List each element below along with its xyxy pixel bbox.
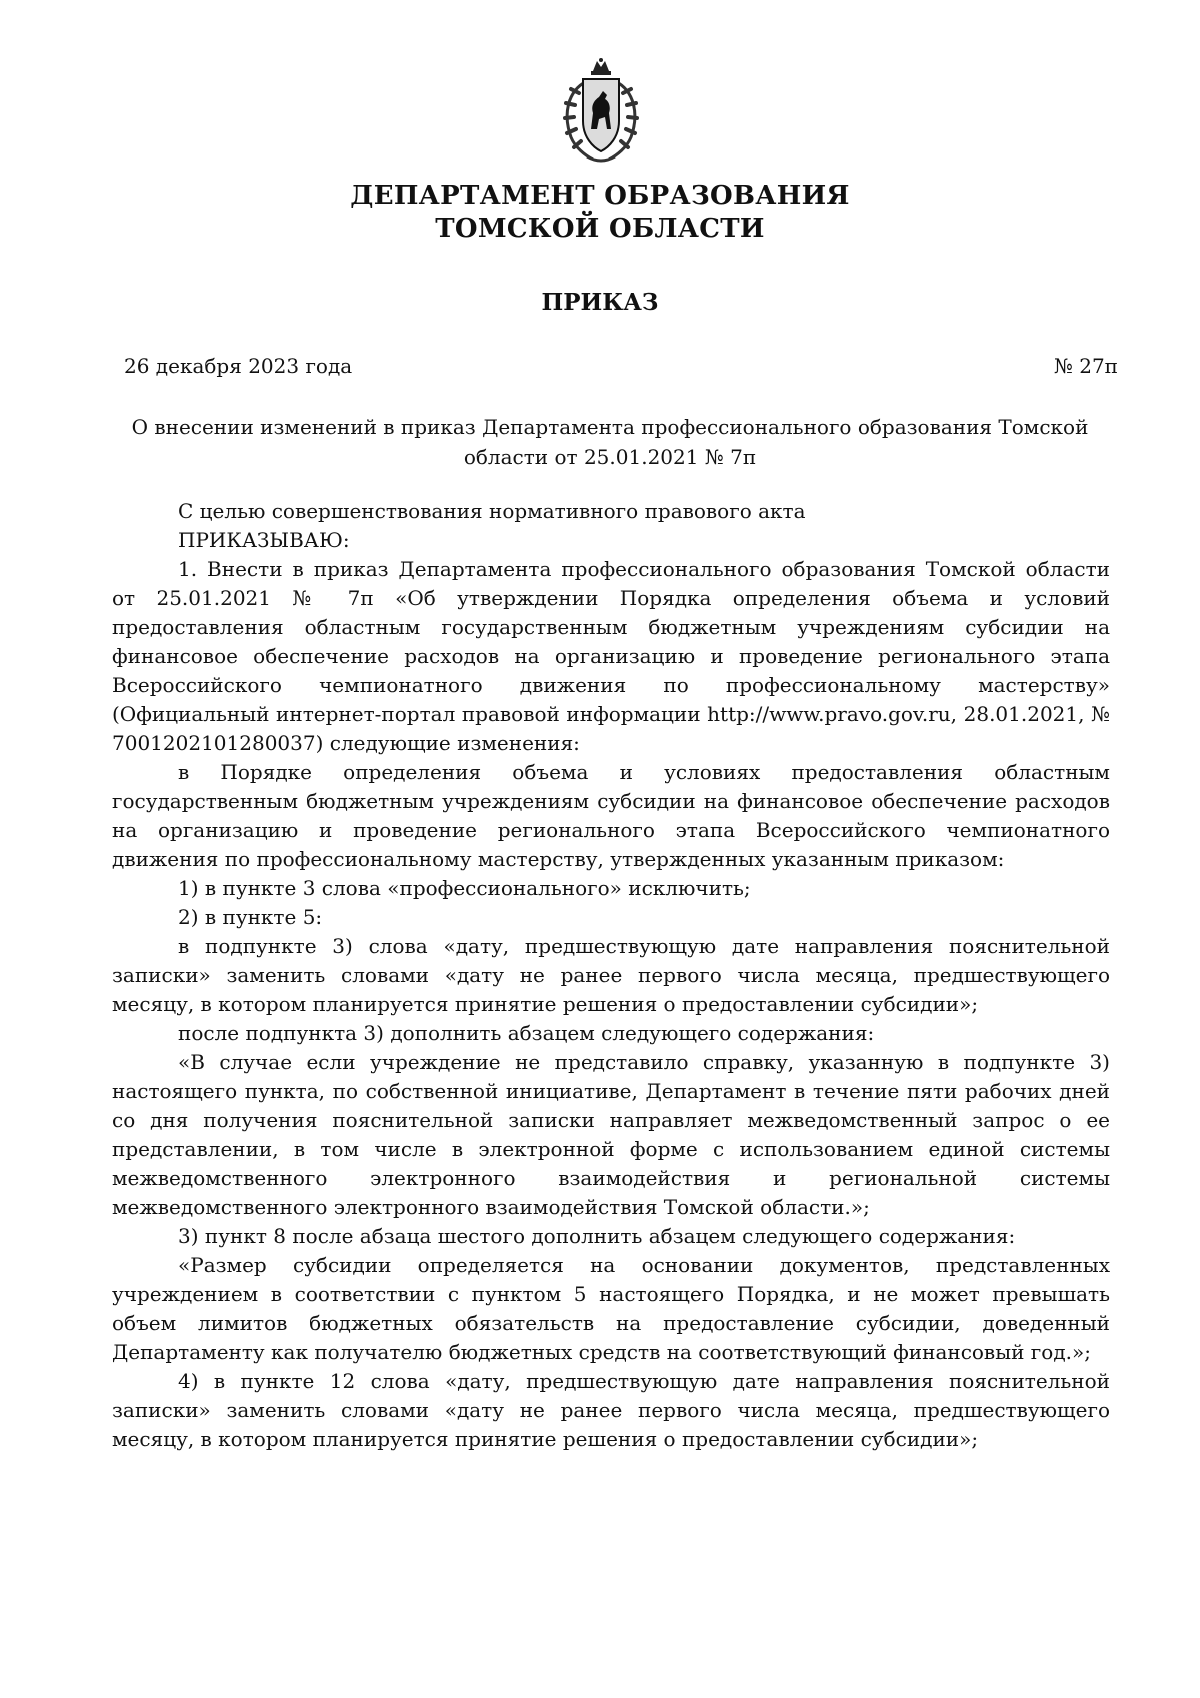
document-subject	[112, 412, 1108, 472]
paragraph-item-1: 1. Внести в приказ Департамента профессионального образования Томской области от 25.01.2021 № 7п «Об утверждении Порядка определения объема и условий предоставления областным государственным бюджетным учреждениям субсидии на финансовое обеспечение расходов на организацию и проведение регионального этапа Всероссийского чемпионатного движения по профессиональному мастерству» (Официальный интернет-портал правовой информации http://www.pravo.gov.ru, 28.01.2021, № 7001202101280037) следующие изменения:	[112, 557, 1110, 755]
paragraph-subitem-3: 3) пункт 8 после абзаца шестого дополнить абзацем следующего содержания:	[178, 1224, 1016, 1248]
paragraph-subitem-2-b: после подпункта 3) дополнить абзацем следующего содержания:	[178, 1021, 875, 1045]
paragraph-subitem-3-quote: «Размер субсидии определяется на основании документов, представленных учреждением в соответствии с пунктом 5 настоящего Порядка, и не может превышать объем лимитов бюджетных обязательств на предоставление субсидии, доведенный Департаменту как получателю бюджетных средств на соответствующий финансовый год.»;	[112, 1253, 1110, 1364]
paragraph-subitem-2: 2) в пункте 5:	[178, 905, 323, 929]
paragraph-subitem-1: 1) в пункте 3 слова «профессионального» исключить;	[178, 876, 751, 900]
paragraph-subitem-2-quote: «В случае если учреждение не представило справку, указанную в подпункте 3) настоящего пункта, по собственной инициативе, Департамент в течение пяти рабочих дней со дня получения пояснительной записки направляет межведомственный запрос о ее представлении, в том числе в электронной форме с использованием единой системы межведомственного электронного взаимодействия и региональной системы межведомственного электронного взаимодействия Томской области.»;	[112, 1050, 1110, 1219]
organization-name-line1: ДЕПАРТАМЕНТ ОБРАЗОВАНИЯ	[350, 181, 850, 211]
paragraph-subitem-4: 4) в пункте 12 слова «дату, предшествующую дате направления пояснительной записки» заменить словами «дату не ранее первого числа месяца, предшествующего месяцу, в котором планируется принятие решения о предоставлении субсидии»;	[112, 1369, 1110, 1451]
subject-line1: О внесении изменений в приказ Департамента профессионального образования Томской	[131, 415, 1089, 439]
document-number: № 27п	[1053, 354, 1118, 378]
document-type: ПРИКАЗ	[541, 289, 659, 316]
paragraph-subitem-2-a: в подпункте 3) слова «дату, предшествующую дате направления пояснительной записки» заменить словами «дату не ранее первого числа месяца, предшествующего месяцу, в котором планируется принятие решения о предоставлении субсидии»;	[112, 934, 1110, 1016]
coat-of-arms-icon	[553, 57, 649, 165]
paragraph-procedure: в Порядке определения объема и условиях предоставления областным государственным бюджетным учреждениям субсидии на финансовое обеспечение расходов на организацию и проведение регионального этапа Всероссийского чемпионатного движения по профессиональному мастерству, утвержденных указанным приказом:	[112, 760, 1110, 871]
paragraph-order: ПРИКАЗЫВАЮ:	[178, 528, 350, 552]
organization-name-line2: ТОМСКОЙ ОБЛАСТИ	[435, 214, 765, 244]
document-body	[112, 497, 1110, 1454]
organization-name	[0, 180, 1200, 246]
subject-line2: области от 25.01.2021 № 7п	[463, 445, 757, 469]
paragraph-preamble: С целью совершенствования нормативного правового акта	[178, 499, 806, 523]
document-date: 26 декабря 2023 года	[124, 354, 353, 378]
